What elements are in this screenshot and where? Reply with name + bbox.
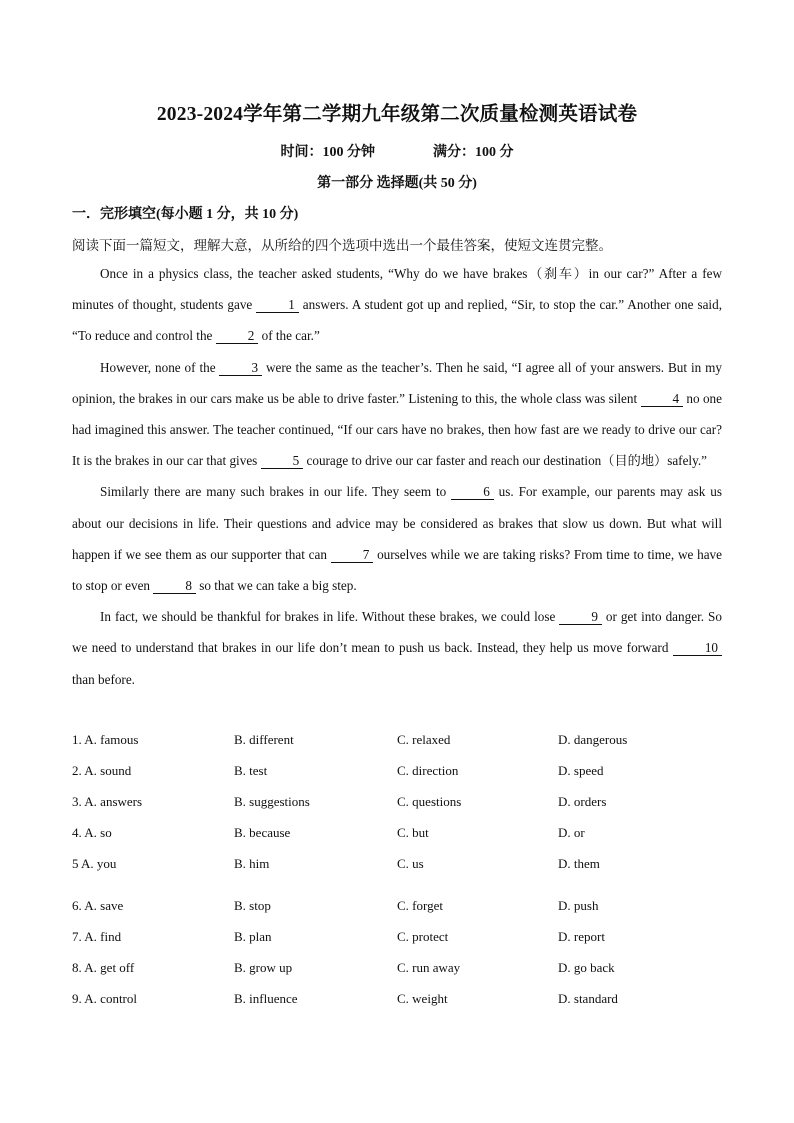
question-row xyxy=(72,960,722,991)
option-a: 4. A. so xyxy=(72,825,112,840)
passage-paragraph: Similarly there are many such brakes in our life. They seem to 6 us. For example, our parents may ask us about our decisions in life. Their questions and advice may be considered as brakes that slow us down. But what will happen if we see them as our supporter that can 7 ourselves while we are taking risks? From time to time, we have to stop or even 8 so that we can take a big step. xyxy=(72,484,722,594)
option-b: B. suggestions xyxy=(234,794,310,809)
option-a: 9. A. control xyxy=(72,991,137,1006)
question-row xyxy=(72,898,722,929)
question-row xyxy=(72,929,722,960)
option-d: D. dangerous xyxy=(558,732,628,747)
cloze-blank: 10 xyxy=(673,641,722,656)
question-row xyxy=(72,856,722,898)
question-row xyxy=(72,825,722,856)
full-score: 满分：100 分 xyxy=(433,145,514,160)
option-d: D. go back xyxy=(558,960,615,975)
option-d: D. push xyxy=(558,898,599,913)
cloze-blank: 8 xyxy=(153,579,196,594)
cloze-blank: 1 xyxy=(256,298,299,313)
option-c: C. protect xyxy=(397,929,449,944)
question-row xyxy=(72,763,722,794)
cloze-blank: 6 xyxy=(451,485,494,500)
exam-meta xyxy=(0,141,794,161)
passage-paragraph: Once in a physics class, the teacher asked students, “Why do we have brakes（刹车）in our car?” After a few minutes of thought, students gave 1 answers. A student got up and replied, “Sir, to stop the car.” Another one said, “To reduce and control the 2 of the car.” xyxy=(72,266,722,344)
cloze-passage xyxy=(72,258,722,695)
option-d: D. or xyxy=(558,825,585,840)
cloze-blank: 3 xyxy=(219,361,262,376)
option-b: B. him xyxy=(234,856,270,871)
option-d: D. speed xyxy=(558,763,604,778)
option-d: D. orders xyxy=(558,794,607,809)
question-row xyxy=(72,794,722,825)
option-a: 8. A. get off xyxy=(72,960,135,975)
option-c: C. weight xyxy=(397,991,448,1006)
answer-options xyxy=(72,732,722,1022)
option-c: C. run away xyxy=(397,960,461,975)
option-c: C. relaxed xyxy=(397,732,451,747)
option-c: C. direction xyxy=(397,763,459,778)
option-c: C. but xyxy=(397,825,429,840)
option-b: B. different xyxy=(234,732,294,747)
cloze-blank: 2 xyxy=(216,329,259,344)
cloze-blank: 4 xyxy=(641,392,684,407)
option-c: C. forget xyxy=(397,898,443,913)
question-row xyxy=(72,991,722,1022)
option-d: D. standard xyxy=(558,991,618,1006)
option-a: 5 A. you xyxy=(72,856,117,871)
option-b: B. because xyxy=(234,825,291,840)
option-d: D. report xyxy=(558,929,605,944)
option-c: C. us xyxy=(397,856,424,871)
option-b: B. plan xyxy=(234,929,272,944)
option-d: D. them xyxy=(558,856,600,871)
section-heading: 一．完形填空(每小题 1 分，共 10 分) xyxy=(72,207,299,222)
option-a: 6. A. save xyxy=(72,898,124,913)
cloze-blank: 5 xyxy=(261,454,304,469)
option-a: 3. A. answers xyxy=(72,794,143,809)
option-a: 2. A. sound xyxy=(72,763,132,778)
option-b: B. influence xyxy=(234,991,298,1006)
time-limit: 时间：100 分钟 xyxy=(280,145,375,160)
question-row xyxy=(72,732,722,763)
option-b: B. grow up xyxy=(234,960,293,975)
option-b: B. test xyxy=(234,763,268,778)
option-b: B. stop xyxy=(234,898,271,913)
cloze-blank: 7 xyxy=(331,548,374,563)
passage-paragraph: However, none of the 3 were the same as the teacher’s. Then he said, “I agree all of your answers. But in my opinion, the brakes in our cars make us be able to drive faster.” Listening to this, the whole class was silent 4 no one had imagined this answer. The teacher continued, “If our cars have no brakes, then how fast are we ready to drive our car? It is the brakes in our car that gives 5 courage to drive our car faster and reach our destination（目的地）safely.” xyxy=(72,359,722,469)
option-a: 7. A. find xyxy=(72,929,122,944)
part-heading: 第一部分 选择题(共 50 分) xyxy=(317,176,477,191)
passage-paragraph: In fact, we should be thankful for brakes in life. Without these brakes, we could lose 9 or get into danger. So we need to understand that brakes in our life don’t mean to push us back. Instead, they help us move forward 10 than before. xyxy=(72,609,722,687)
option-a: 1. A. famous xyxy=(72,732,139,747)
section-instruction: 阅读下面一篇短文，理解大意，从所给的四个选项中选出一个最佳答案，使短文连贯完整。 xyxy=(72,238,612,253)
page-title: 2023-2024学年第二学期九年级第二次质量检测英语试卷 xyxy=(156,104,638,125)
option-c: C. questions xyxy=(397,794,462,809)
cloze-blank: 9 xyxy=(559,610,602,625)
